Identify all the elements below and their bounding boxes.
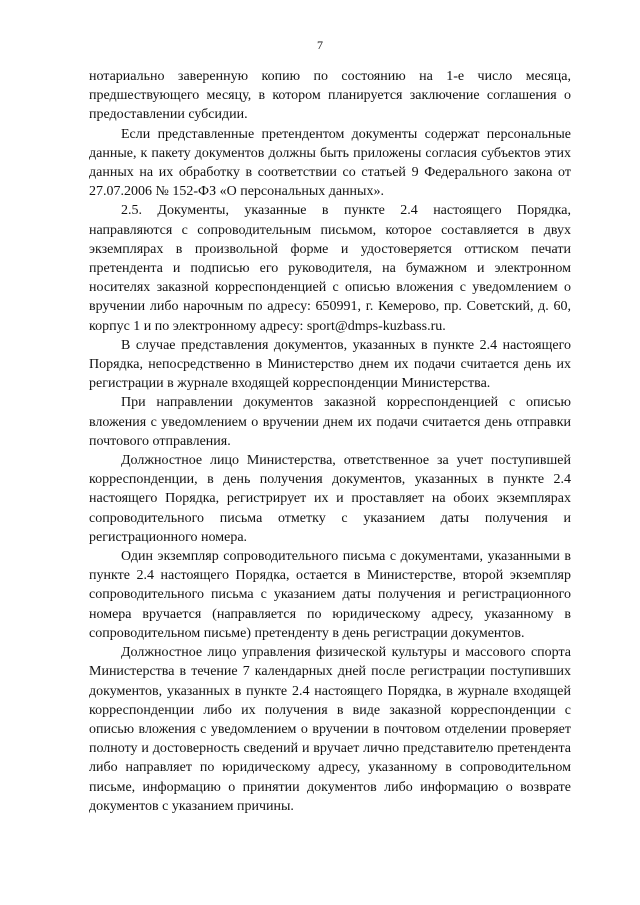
paragraph-direct-submission: В случае представления документов, указанных в пункте 2.4 настоящего Порядка, непосредственно в Министерство днем их подачи считается день их регистрации в журнале входящей корреспонденции Министерства. [89,337,571,392]
paragraph-2-5: 2.5. Документы, указанные в пункте 2.4 настоящего Порядка, направляются с сопроводительным письмом, которое составляется в двух экземплярах в произвольной форме и удостоверяется оттиском печати претендента и подписью его руководителя, на бумажном и электронном носителях заказной корреспонденцией с описью вложения с уведомлением о вручении либо нарочным по адресу: 650991, г. Кемерово, пр. Советский, д. 60, корпус 1 и по электронному адресу: sport@dmps-kuzbass.ru. [89,203,571,334]
paragraph-personal-data: Если представленные претендентом документы содержат персональные данные, к пакету документов должны быть приложены согласия субъектов этих данных на их обработку в соответствии со статьей 9 Федерального закона от 27.07.2006 № 152-ФЗ «О персональных данных». [89,126,571,200]
paragraph-copies: Один экземпляр сопроводительного письма с документами, указанными в пункте 2.4 настоящего Порядка, остается в Министерстве, второй экземпляр сопроводительного письма с указанием даты получения и регистрационного номера вручается (направляется по юридическому адресу, указанному в сопроводительном письме) претенденту в день регистрации документов. [89,549,571,641]
paragraph-registered-mail: При направлении документов заказной корреспонденцией с описью вложения с уведомлением о вручении днем их подачи считается день отправки почтового отправления. [89,395,571,449]
paragraph-verification: Должностное лицо управления физической культуры и массового спорта Министерства в течение 7 календарных дней после регистрации поступивших документов, указанных в пункте 2.4 настоящего Порядка, в журнале входящей корреспонденции либо их получения в виде заказной корреспонденции с описью вложения с уведомлением о вручении в почтовом отделении проверяет полноту и достоверность сведений и вручает лично представителю претендента либо направляет по юридическому адресу, указанному в сопроводительном письме, информацию о принятии документов либо информацию о возврате документов с указанием причины. [89,645,571,814]
paragraph-registration-official: Должностное лицо Министерства, ответственное за учет поступившей корреспонденции, в день получения документов, указанных в пункте 2.4 настоящего Порядка, регистрирует их и проставляет на обоих экземплярах сопроводительного письма отметку с указанием даты получения и регистрационного номера. [89,453,571,545]
paragraph-1-continuation: нотариально заверенную копию по состоянию на 1-е число месяца, предшествующего месяцу, в котором планируется заключение соглашения о предоставлении субсидии. [89,69,571,123]
document-body [89,67,571,816]
page-number: 7 [317,38,323,52]
